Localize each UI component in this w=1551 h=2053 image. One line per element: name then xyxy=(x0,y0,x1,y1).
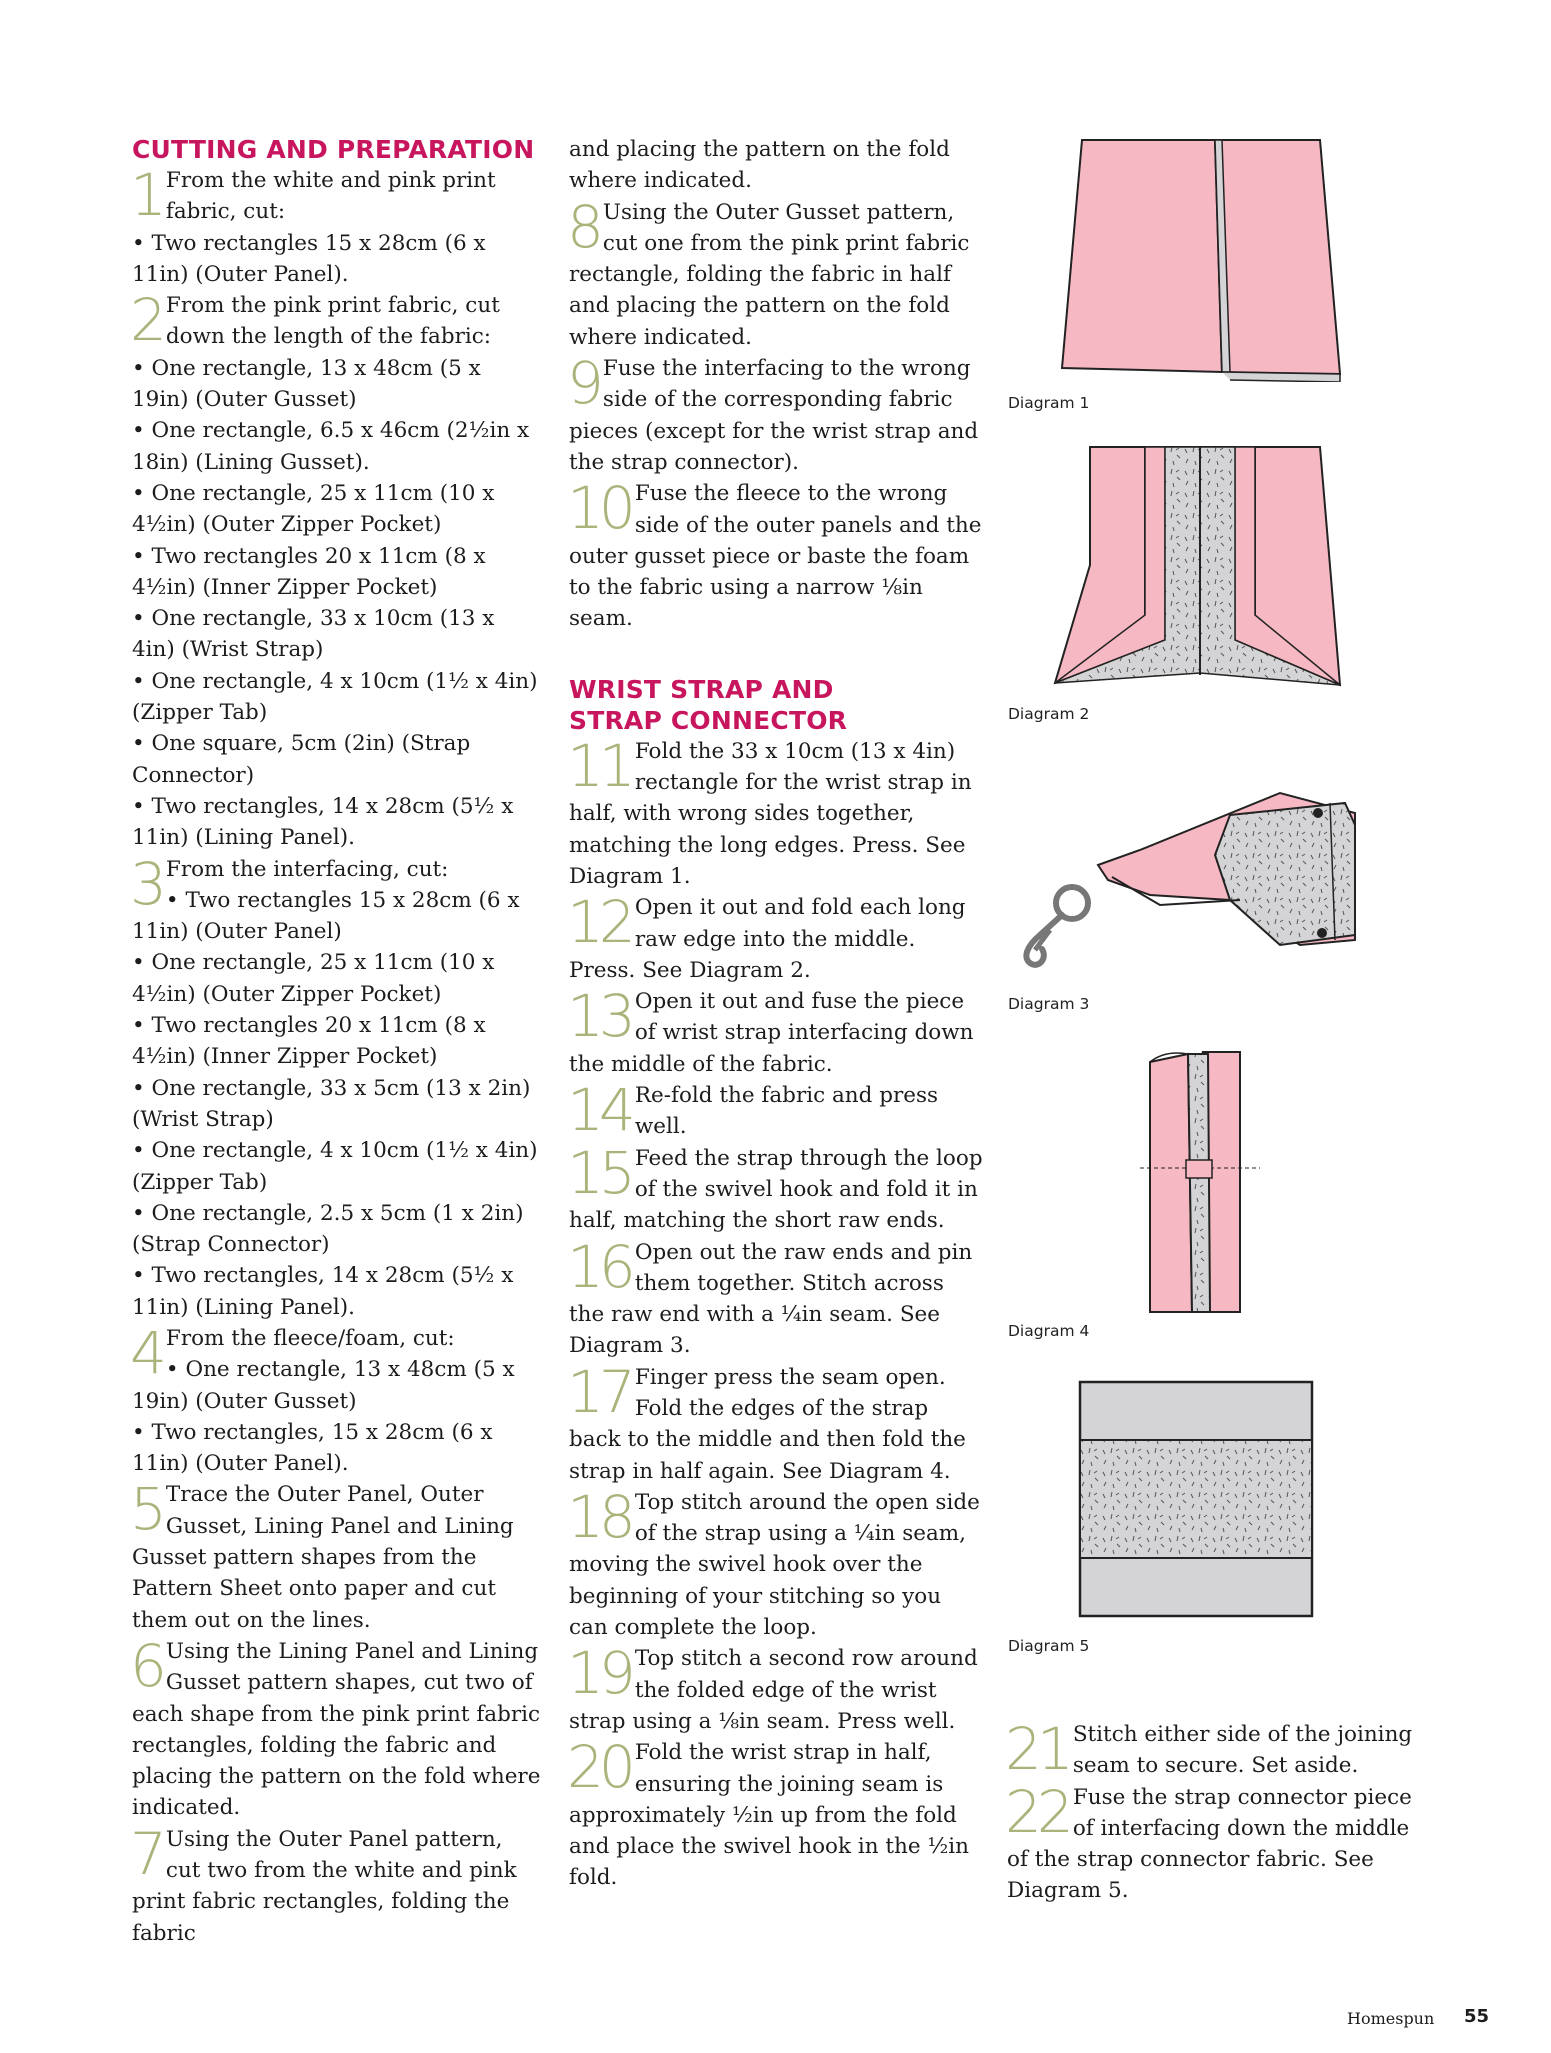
step-number: 7 xyxy=(130,1819,162,1888)
step-text: Feed the strap through the loop of the swivel hook and fold it in half, matching the short raw ends. xyxy=(569,1145,983,1234)
step-text: Fuse the strap connector piece of interfacing down the middle of the strap connector fabric. See Diagram 5. xyxy=(1007,1784,1412,1904)
footer-page-number: 55 xyxy=(1464,2006,1490,2027)
step-20 xyxy=(567,1733,984,1893)
step-14 xyxy=(567,1076,984,1145)
step-text: From the interfacing, cut: xyxy=(165,856,449,882)
diagram-5-caption: Diagram 5 xyxy=(1008,1637,1090,1655)
step-5 xyxy=(130,1475,542,1635)
footer-publication: Homespun xyxy=(1347,2009,1435,2028)
step-text: Open it out and fold each long raw edge into the middle. Press. See Diagram 2. xyxy=(569,895,966,983)
bullet-item: • Two rectangles 20 x 11cm (8 x 4½in) (Inner Zipper Pocket) xyxy=(132,541,542,604)
bullet-item: • One rectangle, 13 x 48cm (5 x 19in) (Outer Gusset) xyxy=(132,353,542,416)
step-number: 17 xyxy=(567,1357,631,1426)
step-text: Finger press the seam open. Fold the edges of the strap back to the middle and then fold the strap in half again. See Diagram 4. xyxy=(569,1364,966,1484)
step-text: Fuse the interfacing to the wrong side of the corresponding fabric pieces (except for the wrist strap and the strap connector). xyxy=(569,356,979,475)
bullet-item: • One rectangle, 33 x 5cm (13 x 2in) (Wrist Strap) xyxy=(132,1073,542,1136)
diagram-1-caption: Diagram 1 xyxy=(1008,394,1090,412)
step-number: 15 xyxy=(567,1138,631,1207)
step-number: 11 xyxy=(567,731,631,800)
column-3-body xyxy=(1005,1715,1427,1907)
step-number: 13 xyxy=(567,982,631,1051)
step-text: Top stitch around the open side of the strap using a ¼in seam, moving the swivel hook over the beginning of your stitching so you can complete the loop. xyxy=(569,1489,980,1641)
step-19 xyxy=(567,1639,984,1737)
bullet-item: • One rectangle, 33 x 10cm (13 x 4in) (Wrist Strap) xyxy=(132,603,542,666)
step-text: Open out the raw ends and pin them together. Stitch across the raw end with a ¼in seam. See Diagram 3. xyxy=(569,1239,973,1359)
column-2-body-bottom xyxy=(567,731,984,1894)
diagram-5-illustration xyxy=(1078,1380,1314,1618)
bullet-item: • One rectangle, 4 x 10cm (1½ x 4in) (Zipper Tab) xyxy=(132,666,542,729)
step-number: 8 xyxy=(567,192,599,261)
bullet-item: • Two rectangles 15 x 28cm (6 x 11in) (Outer Panel). xyxy=(132,228,542,291)
step-17 xyxy=(567,1357,984,1487)
step-15 xyxy=(567,1138,984,1237)
paragraph: and placing the pattern on the fold where indicated. xyxy=(569,137,950,194)
step-number: 6 xyxy=(130,1631,162,1700)
step-22 xyxy=(1005,1777,1427,1907)
step-2 xyxy=(130,286,542,355)
step-number: 4 xyxy=(130,1318,162,1387)
step-text: Fuse the fleece to the wrong side of the outer panels and the outer gusset piece or baste the foam to the fabric using a narrow ⅛in seam. xyxy=(569,481,982,632)
column-2 xyxy=(569,134,984,1894)
step-21 xyxy=(1005,1715,1427,1783)
step-1 xyxy=(130,161,542,229)
step-6 xyxy=(130,1631,542,1824)
diagram-2-illustration xyxy=(1050,445,1350,690)
step-number: 3 xyxy=(130,849,162,918)
bullet-item: • Two rectangles 20 x 11cm (8 x 4½in) (Inner Zipper Pocket) xyxy=(132,1010,542,1073)
step-number: 1 xyxy=(130,161,162,229)
step-text: From the fleece/foam, cut: xyxy=(165,1325,455,1351)
column-1-body xyxy=(130,161,542,1949)
bullet-item: • Two rectangles 15 x 28cm (6 x 11in) (Outer Panel) xyxy=(132,885,542,948)
step-number: 9 xyxy=(567,349,599,418)
step-number: 21 xyxy=(1005,1715,1069,1783)
step-text: Using the Outer Gusset pattern, cut one from the pink print fabric rectangle, folding the fabric in half and placing the pattern on the fold where indicated. xyxy=(569,199,970,350)
step-number: 12 xyxy=(567,888,631,957)
step-number: 2 xyxy=(130,286,162,355)
column-2-body-top xyxy=(569,134,984,635)
step-11 xyxy=(567,731,984,892)
step-8 xyxy=(567,192,984,353)
swivel-hook-icon xyxy=(1026,887,1088,965)
bullet-item: • Two rectangles, 14 x 28cm (5½ x 11in) (Lining Panel). xyxy=(132,1260,542,1323)
step-number: 22 xyxy=(1005,1777,1069,1846)
bullet-item: • One rectangle, 25 x 11cm (10 x 4½in) (Outer Zipper Pocket) xyxy=(132,478,542,541)
bullet-item: • Two rectangles, 15 x 28cm (6 x 11in) (Outer Panel). xyxy=(132,1417,542,1480)
step-16 xyxy=(567,1232,984,1362)
step-text: Using the Outer Panel pattern, cut two from the white and pink print fabric rectangles, folding the fabric xyxy=(132,1826,517,1946)
diagram-3-illustration xyxy=(1000,785,1400,980)
step-text: Open it out and fuse the piece of wrist strap interfacing down the middle of the fabric. xyxy=(569,989,974,1077)
step-text: From the pink print fabric, cut down the length of the fabric: xyxy=(165,293,500,350)
diagram-1-illustration xyxy=(1050,136,1350,382)
section-heading-wrist-strap: WRIST STRAP AND STRAP CONNECTOR xyxy=(569,674,848,735)
bullet-item: • Two rectangles, 14 x 28cm (5½ x 11in) (Lining Panel). xyxy=(132,791,542,854)
diagram-3-caption: Diagram 3 xyxy=(1008,995,1090,1013)
step-number: 16 xyxy=(567,1232,631,1301)
section-heading-cutting: CUTTING AND PREPARATION xyxy=(132,135,535,164)
step-number: 14 xyxy=(567,1076,631,1145)
bullet-item: • One square, 5cm (2in) (Strap Connector) xyxy=(132,728,542,791)
step-7 xyxy=(130,1819,542,1949)
column-1 xyxy=(132,134,542,1949)
bullet-item: • One rectangle, 2.5 x 5cm (1 x 2in) (Strap Connector) xyxy=(132,1198,542,1261)
step-text: Fold the wrist strap in half, ensuring the joining seam is approximately ½in up from the fold and place the swivel hook in the ½in fold. xyxy=(569,1740,970,1891)
step-text: Using the Lining Panel and Lining Gusset pattern shapes, cut two of each shape from the pink print fabric rectangles, folding the fabric and placing the pattern on the fold where indicated. xyxy=(132,1638,541,1821)
step-9 xyxy=(567,349,984,478)
column-3 xyxy=(1005,1715,1427,1907)
step-text: Fold the 33 x 10cm (13 x 4in) rectangle for the wrist strap in half, with wrong sides together, matching the long edges. Press. See Diagram 1. xyxy=(569,738,972,889)
step-text: Trace the Outer Panel, Outer Gusset, Lining Panel and Lining Gusset pattern shapes from the Pattern Sheet onto paper and cut them out on the lines. xyxy=(132,1482,514,1633)
step-number: 18 xyxy=(567,1482,631,1551)
step-number: 20 xyxy=(567,1733,631,1802)
bullet-item: • One rectangle, 6.5 x 46cm (2½in x 18in) (Lining Gusset). xyxy=(132,415,542,478)
step-13 xyxy=(567,982,984,1080)
step-number: 19 xyxy=(567,1639,631,1708)
step-text: From the white and pink print fabric, cut: xyxy=(165,168,496,225)
diagram-4-caption: Diagram 4 xyxy=(1008,1322,1090,1340)
step-text: Stitch either side of the joining seam to secure. Set aside. xyxy=(1072,1722,1413,1779)
bullet-item: • One rectangle, 4 x 10cm (1½ x 4in) (Zipper Tab) xyxy=(132,1135,542,1198)
step-18 xyxy=(567,1482,984,1643)
diagram-4-illustration xyxy=(1140,1050,1260,1315)
bullet-item: • One rectangle, 25 x 11cm (10 x 4½in) (Outer Zipper Pocket) xyxy=(132,947,542,1010)
step-text: Top stitch a second row around the folded edge of the wrist strap using a ⅛in seam. Press well. xyxy=(569,1646,978,1734)
bullet-item: • One rectangle, 13 x 48cm (5 x 19in) (Outer Gusset) xyxy=(132,1354,542,1417)
step-12 xyxy=(567,888,984,986)
step-10 xyxy=(567,474,984,634)
diagram-2-caption: Diagram 2 xyxy=(1008,705,1090,723)
step-number: 10 xyxy=(567,474,631,543)
step-number: 5 xyxy=(130,1475,162,1544)
step-text: Re-fold the fabric and press well. xyxy=(634,1083,939,1140)
